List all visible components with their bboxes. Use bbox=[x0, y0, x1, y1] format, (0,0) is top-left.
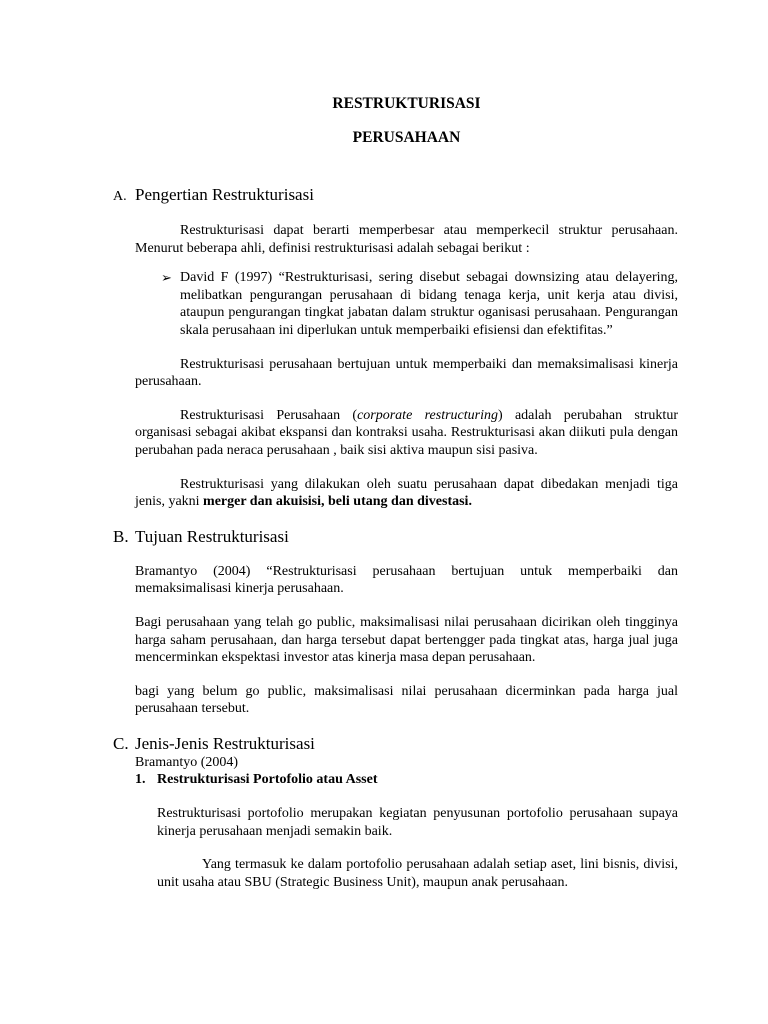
section-b-heading-text: Tujuan Restrukturisasi bbox=[135, 526, 289, 546]
section-a-p3-part2: ) adalah perubahan struktur organisasi sebagai akibat ekspansi dan kontraksi usaha. Restrukturisasi akan diikuti pula dengan perubahan pada neraca perusahaan , baik sisi aktiva maupun sisi pasiva. bbox=[135, 407, 678, 458]
section-c-item-1-paragraph-1: Restrukturisasi portofolio merupakan kegiatan penyusunan portofolio perusahaan supaya kinerja perusahaan menjadi semakin baik. bbox=[157, 806, 678, 839]
section-a-paragraph-1: Restrukturisasi dapat berarti memperbesar atau memperkecil struktur perusahaan. Menurut beberapa ahli, definisi restrukturisasi adalah sebagai berikut : bbox=[135, 223, 678, 256]
section-c-marker: C. bbox=[113, 733, 129, 753]
document-title-line2: PERUSAHAAN bbox=[352, 129, 461, 146]
section-c-item-1-paragraph-2: Yang termasuk ke dalam portofolio perusahaan adalah setiap aset, lini bisnis, divisi, unit usaha atau SBU (Strategic Business Unit), maupun anak perusahaan. bbox=[157, 857, 678, 890]
section-a-p4-bold: merger dan akuisisi, beli utang dan divestasi. bbox=[203, 494, 472, 510]
arrow-bullet-icon: ➢ bbox=[161, 270, 172, 286]
section-b-marker: B. bbox=[113, 526, 129, 546]
section-b-paragraph-2: Bagi perusahaan yang telah go public, maksimalisasi nilai perusahaan dicirikan oleh tingginya harga saham perusahaan, dan harga tersebut dapat bertengger pada tingkat atas, harga jual juga mencerminkan ekspektasi investor atas kinerja masa depan perusahaan. bbox=[135, 614, 678, 666]
section-a-paragraph-4 bbox=[135, 476, 678, 511]
section-b-paragraph-1: Bramantyo (2004) “Restrukturisasi perusahaan bertujuan untuk memperbaiki dan memaksimalisasi kinerja perusahaan. bbox=[135, 563, 678, 597]
section-c-source: Bramantyo (2004) bbox=[135, 754, 239, 770]
section-a-p3-part1: Restrukturisasi Perusahaan ( bbox=[180, 407, 358, 423]
document-title-line1: RESTRUKTURISASI bbox=[332, 95, 481, 112]
section-a-heading-text: Pengertian Restrukturisasi bbox=[135, 185, 314, 204]
section-a-bullet-item bbox=[161, 269, 678, 339]
section-a-marker: A. bbox=[113, 189, 127, 204]
section-c-item-1-body bbox=[157, 805, 678, 891]
section-a-heading bbox=[113, 185, 678, 205]
section-a-p4-part1: Restrukturisasi yang dilakukan oleh suatu perusahaan dapat dibedakan menjadi tiga jenis, yakni bbox=[135, 476, 678, 510]
section-b-heading bbox=[113, 526, 678, 547]
section-c-item-1 bbox=[135, 771, 678, 789]
section-c-heading-text: Jenis-Jenis Restrukturisasi bbox=[135, 733, 315, 753]
section-a-bullet-text: David F (1997) “Restrukturisasi, sering disebut sebagai downsizing atau delayering, melibatkan pengurangan perusahaan di bidang tenaga kerja, unit kerja atau divisi, ataupun pengurangan tingkat jabatan dalam struktur oganisasi perusahaan. Pengurangan skala perusahaan ini diperlukan untuk memperbaiki efisiensi dan efektifitas.” bbox=[180, 270, 678, 338]
section-c-heading bbox=[113, 733, 678, 754]
section-c-item-1-title: Restrukturisasi Portofolio atau Asset bbox=[157, 772, 378, 788]
section-a-p3-italic: corporate restructuring bbox=[357, 407, 498, 423]
section-a-paragraph-3 bbox=[135, 407, 678, 460]
section-c-item-1-number: 1. bbox=[135, 772, 146, 788]
section-b-paragraph-3: bagi yang belum go public, maksimalisasi nilai perusahaan dicerminkan pada harga jual perusahaan tersebut. bbox=[135, 683, 678, 717]
section-a-paragraph-2: Restrukturisasi perusahaan bertujuan untuk memperbaiki dan memaksimalisasi kinerja perusahaan. bbox=[135, 356, 678, 390]
